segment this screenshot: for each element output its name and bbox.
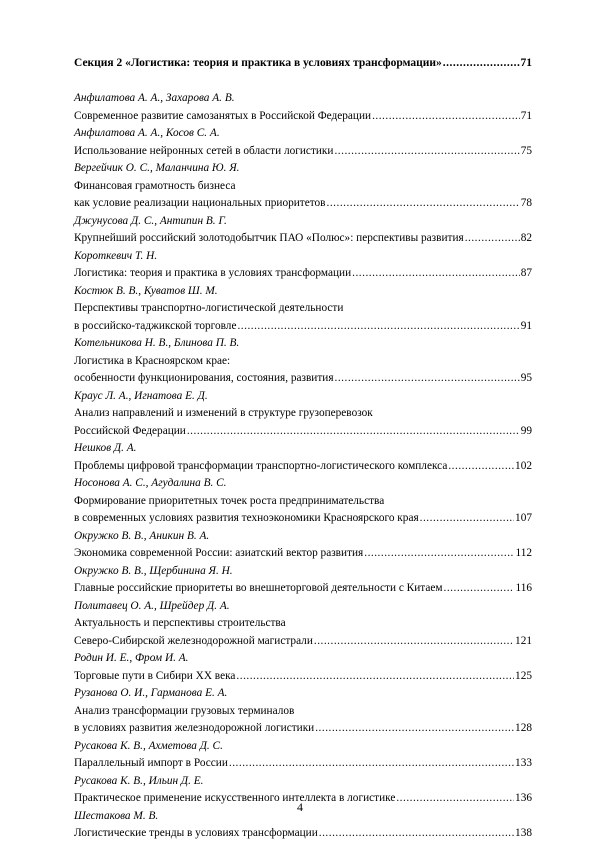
entry-title-row — [74, 458, 532, 476]
leader-dots — [364, 545, 514, 563]
entry-authors: Краус Л. А., Игнатова Е. Д. — [74, 389, 208, 402]
entry-title: Использование нейронных сетей в области логистики — [74, 144, 334, 157]
entry-authors: Вергейчик О. С., Маланчина Ю. Я. — [74, 162, 240, 174]
entry-title-row — [74, 545, 532, 563]
entry-title: в современных условиях развития техноэкономики Красноярского края — [74, 512, 419, 524]
entry-title: Северо-Сибирской железнодорожной магистрали — [74, 634, 313, 647]
entry-page: 107 — [515, 512, 532, 524]
entry-title-row — [74, 370, 532, 388]
entry-title-row — [74, 510, 532, 528]
toc-entry — [74, 248, 532, 283]
leader-dots — [315, 720, 514, 738]
entry-title: Главные российские приоритеты во внешнеторговой деятельности с Китаем — [74, 582, 443, 594]
entry-title-line: Логистика в Красноярском крае: — [74, 354, 231, 367]
leader-dots — [314, 633, 514, 651]
entry-title-line: Формирование приоритетных точек роста предпринимательства — [74, 494, 385, 507]
entry-title-line: Актуальность и перспективы строительства — [74, 617, 286, 629]
toc-entry — [74, 160, 532, 213]
entry-title-row — [74, 230, 532, 248]
leader-dots — [443, 56, 520, 70]
entry-page: 78 — [520, 197, 532, 209]
entry-title-row — [74, 755, 532, 773]
leader-dots — [229, 755, 514, 773]
toc-entry — [74, 283, 532, 336]
entry-title-row — [74, 108, 532, 126]
section-heading — [74, 56, 532, 70]
entry-title-row — [74, 195, 532, 213]
entry-page: 87 — [520, 267, 532, 279]
entry-title: Проблемы цифровой трансформации транспортно-логистического комплекса — [74, 459, 448, 472]
entry-title-line: Анализ трансформации грузовых терминалов — [74, 704, 295, 717]
leader-dots — [352, 265, 520, 283]
entry-title: в условиях развития железнодорожной логистики — [74, 722, 315, 734]
section-title: Секция 2 «Логистика: теория и практика в условиях трансформации» — [74, 57, 442, 69]
entry-title-row — [74, 825, 532, 843]
entry-title: Современное развитие самозанятых в Российской Федерации — [74, 109, 372, 122]
leader-dots — [448, 458, 514, 476]
entry-authors: Рузанова О. И., Гарманова Е. А. — [74, 687, 228, 699]
entry-title: особенности функционирования, состояния, развития — [74, 372, 334, 384]
entry-authors: Окружко В. В., Аникин В. А. — [74, 529, 210, 542]
leader-dots — [334, 143, 519, 161]
leader-dots — [372, 108, 520, 126]
leader-dots — [236, 668, 514, 686]
toc-entry — [74, 335, 532, 388]
toc-entry — [74, 388, 532, 441]
toc-entry — [74, 598, 532, 651]
entry-page: 121 — [515, 634, 532, 647]
leader-dots — [187, 423, 520, 441]
leader-dots — [465, 230, 520, 248]
entry-page: 102 — [515, 459, 532, 472]
section-page: 71 — [520, 57, 532, 69]
entry-page: 99 — [520, 424, 532, 437]
entry-page: 95 — [520, 372, 532, 384]
entry-page: 82 — [520, 232, 532, 244]
entry-title-row — [74, 423, 532, 441]
entry-title-line: Перспективы транспортно-логистической деятельности — [74, 302, 344, 314]
entry-authors: Котельникова Н. В., Блинова П. В. — [74, 337, 240, 349]
entry-page: 112 — [515, 547, 532, 559]
entry-title-row — [74, 265, 532, 283]
entry-title-line: Финансовая грамотность бизнеса — [74, 179, 236, 192]
entry-title: Торговые пути в Сибири XX века — [74, 669, 236, 682]
entry-title: в российско-таджикской торговле — [74, 319, 237, 332]
toc-entry — [74, 90, 532, 125]
toc-entry — [74, 738, 532, 773]
entry-authors: Окружко В. В., Щербинина Я. Н. — [74, 564, 233, 577]
toc-entry — [74, 125, 532, 160]
leader-dots — [237, 318, 519, 336]
entry-authors: Русакова К. В., Ахметова Д. С. — [74, 739, 223, 752]
entry-authors: Носонова А. С., Агудалина В. С. — [74, 477, 227, 489]
entry-page: 133 — [515, 757, 532, 769]
entry-authors: Нешков Д. А. — [74, 442, 137, 454]
entry-title-row — [74, 318, 532, 336]
entry-title: Крупнейший российский золотодобытчик ПАО «Полюс»: перспективы развития — [74, 232, 464, 244]
leader-dots — [327, 195, 520, 213]
entry-page: 136 — [515, 792, 532, 804]
entry-authors: Родин И. Е., Фром И. А. — [74, 652, 189, 664]
toc-entries — [74, 90, 532, 843]
entry-title: Практическое применение искусственного интеллекта в логистике — [74, 792, 396, 804]
entry-title: Логистика: теория и практика в условиях трансформации — [74, 267, 352, 279]
entry-title: Параллельный импорт в России — [74, 757, 228, 769]
leader-dots — [335, 370, 520, 388]
toc-entry — [74, 650, 532, 685]
entry-authors: Анфилатова А. А., Косов С. А. — [74, 127, 220, 139]
table-of-contents — [74, 56, 532, 843]
entry-authors: Анфилатова А. А., Захарова А. В. — [74, 92, 235, 104]
entry-title: Логистические тренды в условиях трансформации — [74, 827, 318, 839]
leader-dots — [444, 580, 515, 598]
entry-page: 125 — [515, 669, 532, 682]
entry-title: Экономика современной России: азиатский вектор развития — [74, 547, 364, 559]
entry-title-row — [74, 720, 532, 738]
entry-title-row — [74, 143, 532, 161]
entry-page: 116 — [515, 582, 532, 594]
toc-entry — [74, 685, 532, 738]
leader-dots — [420, 510, 514, 528]
entry-title: Российской Федерации — [74, 424, 186, 437]
toc-entry — [74, 213, 532, 248]
toc-entry — [74, 563, 532, 598]
page-number: 4 — [297, 800, 303, 814]
entry-authors: Короткевич Т. Н. — [74, 249, 158, 262]
leader-dots — [319, 825, 514, 843]
entry-page: 138 — [515, 827, 532, 839]
entry-authors: Политавец О. А., Шрейдер Д. А. — [74, 599, 230, 612]
entry-page: 75 — [520, 144, 532, 157]
entry-title-line: Анализ направлений и изменений в структуре грузоперевозок — [74, 407, 373, 419]
toc-entry — [74, 475, 532, 528]
entry-title-row — [74, 580, 532, 598]
entry-page: 128 — [515, 722, 532, 734]
entry-authors: Джунусова Д. С., Антипин В. Г. — [74, 214, 227, 227]
entry-title-row — [74, 633, 532, 651]
toc-entry — [74, 440, 532, 475]
entry-title-row — [74, 668, 532, 686]
entry-authors: Русакова К. В., Ильин Д. Е. — [74, 774, 204, 787]
entry-title: как условие реализации национальных приоритетов — [74, 197, 326, 209]
entry-authors: Костюк В. В., Куватов Ш. М. — [74, 284, 218, 297]
entry-page: 91 — [520, 319, 532, 332]
toc-entry — [74, 528, 532, 563]
entry-authors: Шестакова М. В. — [74, 809, 159, 822]
entry-page: 71 — [520, 109, 532, 122]
